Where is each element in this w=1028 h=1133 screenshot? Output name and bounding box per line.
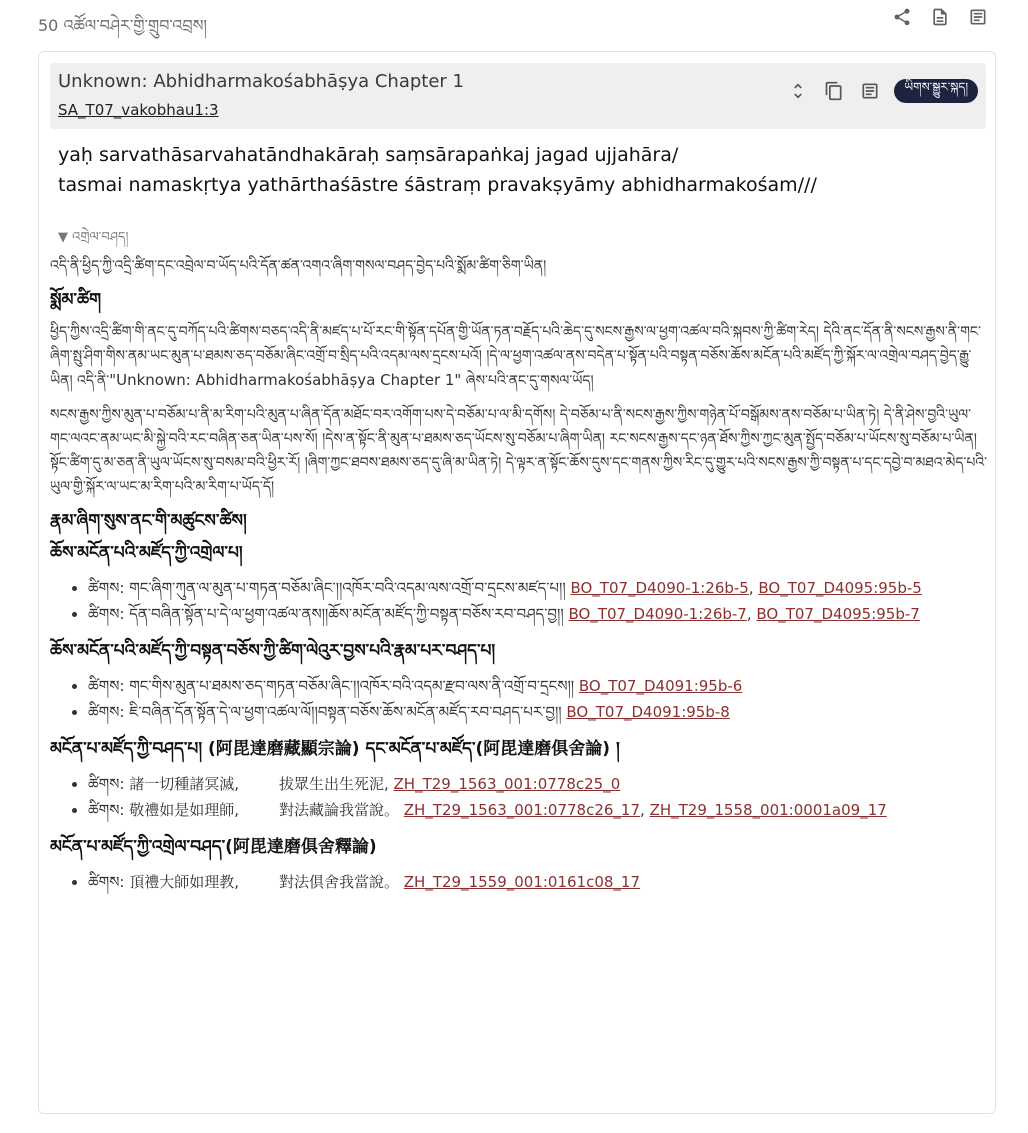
list-item xyxy=(88,673,990,699)
subsection-title: མངོན་པ་མཛོད་ཀྱི་འགྲེལ་བཤད་(阿毘達磨俱舍釋論) xyxy=(50,837,377,857)
list-item: • ཚིགས: དོན་བཞིན་སྟོན་པ་དེ་ལ་ཕྱག་འཚལ་ནས།།ཆོས་མངོན་མཛོད་ཀྱི་བསྟན་བཅོས་རབ་བཤད་བྱ།། BO_T07_D4090-1:26b-7, BO_T07_D4095:95b-7 xyxy=(88,601,990,627)
result-count: 50 འཚོལ་བཤེར་གྱི་གྲུབ་འབྲས། xyxy=(38,16,207,35)
verse-text: གང་ཞིག་ཀུན་ལ་མུན་པ་གཏན་བཅོམ་ཞིང་།།འཁོར་བའི་འདམ་ལས་འགྲོ་བ་དྲངས་མཛད་པ།། xyxy=(124,579,566,597)
text-title: Unknown: Abhidharmakośabhāṣya Chapter 1 xyxy=(58,71,464,92)
list-item xyxy=(88,771,990,797)
reference-link[interactable]: BO_T07_D4095:95b-7 xyxy=(756,605,920,623)
section-title: རྣམ་ཞིག་སུས་ནང་གི་མཚུངས་ཚིས། xyxy=(50,511,247,531)
verse-label: ཚིགས: xyxy=(88,775,125,793)
paragraph-text: ཕྱིད་ཀྱིས་འདྲི་ཚིག་གི་ནང་དུ་བཀོད་པའི་ཚིགས་བཅད་འདི་ནི་མཛད་པ་པོ་རང་གི་སྟོན་དཔོན་གྱི་ཡོན་ཏན་བརྗོད་པའི་ཆེད་དུ་སངས་རྒྱས་ལ་ཕྱག་འཚལ་བའི་སྐབས་ཀྱི་ཚིག་རེད། དེའི་ནང་དོན་ནི་སངས་རྒྱས་ནི་གང་ཞིག་སྤུ་ཤིག་གིས་ནམ་ཡང་མུན་པ་ཐམས་ཅད་བཅོམ་ཞིང་འགྲོ་བ་སྲིད་པའི་འདམ་ལས་དྲངས་པའོ། །དེ་ལ་ཕྱག་འཚལ་ནས་བདེན་པ་སྟོན་པའི་བསྟན་བཅོས་ཆོས་མངོན་པའི་མཛོད་ཀྱི་སྐོར་ལ་འགྲེལ་བཤད་བྱེད་རྒྱུ་ཡིན། འདི་ནི་ xyxy=(50,324,981,389)
sanskrit-line: tasmai namaskṛtya yathārthaśāstre śāstraṃ pravakṣyāmy abhidharmakośam/// xyxy=(58,174,817,196)
verse-label: ཚིགས: xyxy=(88,703,125,721)
verse-text: 對法藏論我當說。 xyxy=(278,801,399,819)
parallel-list xyxy=(50,673,990,725)
verse-text: ཇི་བཞིན་དོན་སྟོན་དེ་ལ་ཕྱག་འཚལ་ལོ།།བསྟན་བཅོས་ཆོས་མངོན་མཛོད་རབ་བཤད་པར་བྱ།། xyxy=(124,703,562,721)
list-item xyxy=(88,699,990,725)
document-icon[interactable] xyxy=(928,5,952,29)
result-card xyxy=(38,51,996,1114)
verse-text: 敬禮如是如理師, xyxy=(124,801,239,819)
sanskrit-text xyxy=(58,140,817,200)
reference-link[interactable]: BO_T07_D4091:95b-6 xyxy=(578,677,743,695)
section-title: སྨོམ་ཚིག xyxy=(50,290,102,310)
parallel-list xyxy=(50,869,990,895)
commentary-body xyxy=(50,254,990,907)
commentary-toggle[interactable]: ▼ འགྲེལ་བཤད། xyxy=(58,230,129,245)
reference-link[interactable]: ZH_T29_1558_001:0001a09_17 xyxy=(649,801,887,819)
reference-link[interactable]: BO_T07_D4091:95b-8 xyxy=(566,703,730,721)
intro-paragraph: འདི་ནི་ཕྱིད་ཀྱི་འདྲི་ཚིག་དང་འབྲེལ་བ་ཡོད་པའི་དོན་ཚན་འགའ་ཞིག་གསལ་བཤད་བྱེད་པའི་སྨོམ་ཚིག་ཅིག་ཡིན། xyxy=(50,258,547,274)
notes-icon[interactable] xyxy=(966,5,990,29)
reference-link[interactable]: BO_T07_D4090-1:26b-7 xyxy=(568,605,747,623)
segment-id-link[interactable]: SA_T07_vakobhau1:3 xyxy=(58,101,219,119)
expand-collapse-icon[interactable] xyxy=(786,79,810,103)
verse-text: གང་གིས་མུན་པ་ཐམས་ཅད་གཏན་བཅོམ་ཞིང་།།འཁོར་བའི་འདམ་རྫབ་ལས་ནི་འགྲོ་བ་དྲངས།། xyxy=(124,677,575,695)
list-item: • ཚིགས: གང་ཞིག་ཀུན་ལ་མུན་པ་གཏན་བཅོམ་ཞིང་།།འཁོར་བའི་འདམ་ལས་འགྲོ་བ་དྲངས་མཛད་པ།། BO_T07_D4090-1:26b-5, BO_T07_D4095:95b-5 xyxy=(88,575,990,601)
reference-link[interactable]: ZH_T29_1559_001:0161c08_17 xyxy=(403,873,641,891)
parallel-list xyxy=(50,575,990,627)
list-item xyxy=(88,869,990,895)
verse-label: ཚིགས: xyxy=(88,801,125,819)
subsection-title: མངོན་པ་མཛོད་ཀྱི་བཤད་པ། (阿毘達磨藏顯宗論) དང་མངོན་པ་མཛོད་(阿毘達磨俱舍論) ། xyxy=(50,739,620,759)
verse-text: 頂禮大師如理教, xyxy=(124,873,239,891)
top-bar xyxy=(0,0,1028,36)
paragraph-text: ཞེས་པའི་ནང་དུ་གསལ་ཡོད། xyxy=(461,373,594,389)
reference-link[interactable]: ZH_T29_1563_001:0778c25_0 xyxy=(393,775,621,793)
verse-label: ཚིགས: xyxy=(88,605,125,623)
language-badge[interactable]: ཡིགས་སྒྱུར་སྐད། xyxy=(894,79,978,103)
header-actions xyxy=(786,79,978,103)
subsection-title: ཆོས་མངོན་པའི་མཛོད་ཀྱི་འགྲེལ་པ། xyxy=(50,543,243,563)
reference-link[interactable]: BO_T07_D4095:95b-5 xyxy=(758,579,922,597)
notes-icon[interactable] xyxy=(858,79,882,103)
share-icon[interactable] xyxy=(890,5,914,29)
verse-label: ཚིགས: xyxy=(88,677,125,695)
reference-link[interactable]: BO_T07_D4090-1:26b-5 xyxy=(570,579,749,597)
verse-text: 拔眾生出生死泥, xyxy=(278,775,389,793)
paragraph xyxy=(50,320,990,393)
list-item: • ཚིགས: 敬禮如是如理師, 對法藏論我當說。 ZH_T29_1563_001:0778c26_17, ZH_T29_1558_001:0001a09_17 xyxy=(88,797,990,823)
verse-text: 對法俱舍我當說。 xyxy=(278,873,399,891)
parallel-list xyxy=(50,771,990,823)
paragraph: སངས་རྒྱས་ཀྱིས་མུན་པ་བཅོམ་པ་ནི་མ་རིག་པའི་མུན་པ་ཞིན་དོན་མཐོང་བར་འགོག་པས་དེ་བཅོམ་པ་ལ་མི་དགོས། དེ་བཅོམ་པ་ནི་སངས་རྒྱས་ཀྱིས་གཉེན་པོ་བསྒོམས་ནས་བཅོམ་པ་ཡིན་ཏེ། དེ་ནི་ཤེས་བྱའི་ཡུལ་གང་ལའང་ནམ་ཡང་མི་སྐྱེ་བའི་རང་བཞིན་ཅན་ཡིན་པས་སོ། །དེས་ན་སྟོང་ནི་མུན་པ་ཐམས་ཅད་ཡོངས་སུ་བཅོམ་པ་ཞིག་ཡིན། རང་སངས་རྒྱས་དང་ཉན་ཐོས་ཀྱིས་ཀྱང་མུན་སྤྱོད་བཅོམ་པ་ཡོངས་སུ་བཅོམ་པ་ཡིན། སྟོང་ཚིག་དུ་མ་ཅན་ནི་ཡུལ་ཡོངས་སུ་བསམ་བའི་ཕྱིར་རོ། །ཞིག་ཀྱང་ཐབས་ཐམས་ཅད་དུ་ཞི་མ་ཡིན་ཏེ། དེ་ལྟར་ན་སྟོང་ཆོས་དུས་དང་གནས་ཀྱིས་རིང་དུ་གྱུར་པའི་སངས་རྒྱས་ཀྱི་བསྟན་པ་དང་དབྱེ་བ་མཐའ་མེད་པའི་ཡུལ་གྱི་སྐོར་ལ་ཡང་མ་རིག་པའི་མ་རིག་པ་ཡོད་དོ། xyxy=(50,407,988,495)
reference-link[interactable]: ZH_T29_1563_001:0778c26_17 xyxy=(403,801,641,819)
sanskrit-line: yaḥ sarvathāsarvahatāndhakāraḥ saṃsārapaṅkaj jagad ujjahāra/ xyxy=(58,144,679,166)
subsection-title: ཆོས་མངོན་པའི་མཛོད་ཀྱི་བསྟན་བཅོས་ཀྱི་ཚིག་ལེའུར་བྱས་པའི་རྣམ་པར་བཤད་པ། xyxy=(50,641,496,661)
quoted-title: "Unknown: Abhidharmakośabhāṣya Chapter 1" xyxy=(109,371,462,389)
top-actions xyxy=(890,5,990,29)
verse-text: 諸一切種諸冥滅, xyxy=(124,775,239,793)
card-header xyxy=(50,63,986,129)
verse-label: ཚིགས: xyxy=(88,579,125,597)
copy-icon[interactable] xyxy=(822,79,846,103)
verse-label: ཚིགས: xyxy=(88,873,125,891)
verse-text: དོན་བཞིན་སྟོན་པ་དེ་ལ་ཕྱག་འཚལ་ནས།།ཆོས་མངོན་མཛོད་ཀྱི་བསྟན་བཅོས་རབ་བཤད་བྱ།། xyxy=(124,605,564,623)
